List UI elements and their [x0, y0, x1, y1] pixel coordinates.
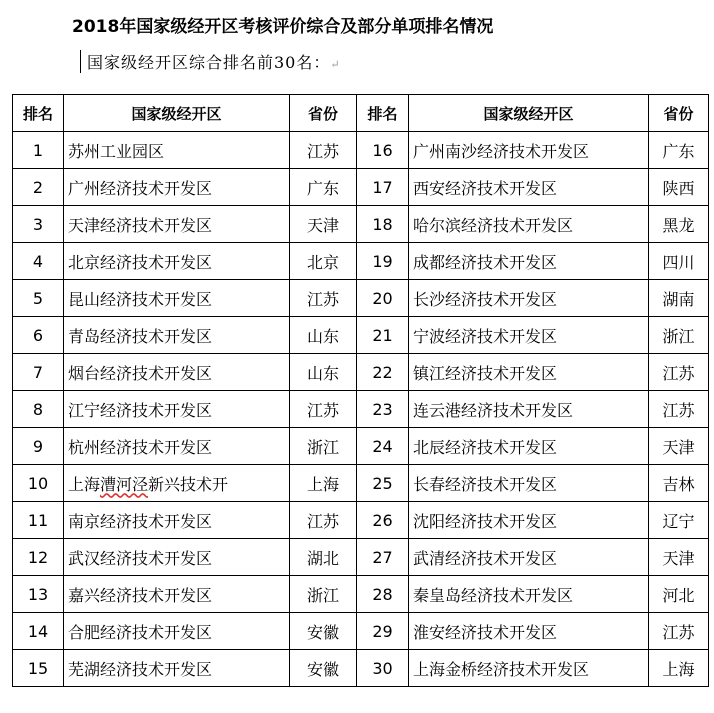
zone-text: 淮安经济技术开发区 — [413, 622, 558, 642]
province-text: 江苏 — [306, 511, 339, 531]
right-zone-cell — [409, 502, 649, 539]
zone-text: 连云港经济技术开发区 — [413, 400, 574, 420]
table-row — [13, 650, 709, 687]
zone-text: 杭州经济技术开发区 — [68, 437, 213, 457]
left-province-cell — [290, 280, 357, 317]
right-zone-cell — [409, 206, 649, 243]
right-rank-cell — [357, 539, 409, 576]
province-text: 天津 — [662, 437, 695, 457]
rank-text: 11 — [27, 510, 49, 530]
zone-text: 南京经济技术开发区 — [68, 511, 213, 531]
header-province-right: 省份 — [649, 95, 709, 132]
table-row — [13, 354, 709, 391]
left-zone-cell — [64, 206, 290, 243]
left-rank-cell — [13, 613, 64, 650]
province-text: 吉林 — [662, 474, 695, 494]
rank-text: 2 — [32, 177, 44, 197]
province-text: 湖北 — [306, 548, 339, 568]
zone-text: 武汉经济技术开发区 — [68, 548, 213, 568]
header-rank-right: 排名 — [357, 95, 409, 132]
left-rank-cell — [13, 650, 64, 687]
rank-text: 1 — [32, 140, 44, 160]
zone-text: 长沙经济技术开发区 — [413, 289, 558, 309]
right-zone-cell — [409, 576, 649, 613]
left-rank-cell — [13, 428, 64, 465]
ranking-table-body — [13, 132, 709, 687]
right-rank-cell — [357, 502, 409, 539]
section-subtitle — [80, 50, 341, 73]
rank-text: 27 — [372, 547, 393, 567]
zone-text: 芜湖经济技术开发区 — [68, 659, 213, 679]
province-text: 天津 — [306, 215, 339, 235]
right-rank-cell — [357, 576, 409, 613]
right-zone-cell — [409, 169, 649, 206]
province-text: 河北 — [662, 585, 695, 605]
left-province-cell — [290, 354, 357, 391]
left-zone-cell — [64, 428, 290, 465]
document-title: 2018年国家级经开区考核评价综合及部分单项排名情况 — [72, 17, 494, 37]
right-zone-cell — [409, 354, 649, 391]
left-zone-cell — [64, 650, 290, 687]
zone-text: 长春经济技术开发区 — [413, 474, 558, 494]
rank-text: 17 — [372, 177, 393, 197]
rank-text: 5 — [32, 288, 44, 308]
rank-text: 23 — [372, 399, 393, 419]
rank-text: 29 — [372, 621, 393, 641]
left-province-cell — [290, 243, 357, 280]
left-province-cell — [290, 169, 357, 206]
zone-text: 成都经济技术开发区 — [413, 252, 558, 272]
left-rank-cell — [13, 391, 64, 428]
right-rank-cell — [357, 243, 409, 280]
left-zone-cell — [64, 317, 290, 354]
left-province-cell — [290, 428, 357, 465]
left-province-cell — [290, 132, 357, 169]
table-row — [13, 539, 709, 576]
right-province-cell — [649, 243, 709, 280]
zone-text: 北京经济技术开发区 — [68, 252, 213, 272]
rank-text: 25 — [372, 473, 393, 493]
right-zone-cell — [409, 243, 649, 280]
zone-text: 烟台经济技术开发区 — [68, 363, 213, 383]
province-text: 江苏 — [662, 363, 695, 383]
province-text: 浙江 — [306, 437, 339, 457]
right-zone-cell — [409, 539, 649, 576]
left-province-cell — [290, 206, 357, 243]
left-province-cell — [290, 465, 357, 502]
left-zone-cell — [64, 391, 290, 428]
province-text: 辽宁 — [662, 511, 695, 531]
right-rank-cell — [357, 428, 409, 465]
left-zone-cell — [64, 465, 290, 502]
left-zone-cell — [64, 502, 290, 539]
rank-text: 22 — [372, 362, 393, 382]
rank-text: 16 — [372, 140, 393, 160]
rank-text: 14 — [27, 621, 49, 641]
right-province-cell — [649, 576, 709, 613]
right-zone-cell — [409, 132, 649, 169]
rank-text: 10 — [27, 473, 49, 493]
table-row — [13, 243, 709, 280]
zone-text: 天津经济技术开发区 — [68, 215, 213, 235]
zone-text: 西安经济技术开发区 — [413, 178, 558, 198]
zone-text: 江宁经济技术开发区 — [68, 400, 213, 420]
rank-text: 18 — [372, 214, 393, 234]
right-rank-cell — [357, 465, 409, 502]
table-row — [13, 576, 709, 613]
right-rank-cell — [357, 280, 409, 317]
right-province-cell — [649, 169, 709, 206]
province-text: 广东 — [306, 178, 339, 198]
province-text: 黑龙 — [662, 215, 695, 235]
right-zone-cell — [409, 650, 649, 687]
left-rank-cell — [13, 317, 64, 354]
table-row — [13, 132, 709, 169]
right-province-cell — [649, 539, 709, 576]
rank-text: 19 — [372, 251, 393, 271]
left-rank-cell — [13, 206, 64, 243]
paragraph-mark-icon: ↵ — [330, 58, 341, 71]
table-row — [13, 465, 709, 502]
left-rank-cell — [13, 576, 64, 613]
zone-text: 武清经济技术开发区 — [413, 548, 558, 568]
province-text: 上海 — [306, 474, 339, 494]
table-row — [13, 428, 709, 465]
table-row — [13, 502, 709, 539]
left-rank-cell — [13, 502, 64, 539]
table-row — [13, 613, 709, 650]
province-text: 上海 — [662, 659, 695, 679]
rank-text: 9 — [32, 436, 44, 456]
rank-text: 6 — [32, 325, 44, 345]
rank-text: 8 — [32, 399, 44, 419]
right-rank-cell — [357, 317, 409, 354]
zone-text: 青岛经济技术开发区 — [68, 326, 213, 346]
zone-text: 镇江经济技术开发区 — [413, 363, 558, 383]
left-province-cell — [290, 650, 357, 687]
rank-text: 15 — [27, 658, 49, 678]
table-row — [13, 169, 709, 206]
left-rank-cell — [13, 243, 64, 280]
zone-text: 秦皇岛经济技术开发区 — [413, 585, 574, 605]
right-rank-cell — [357, 391, 409, 428]
left-zone-cell — [64, 539, 290, 576]
province-text: 江苏 — [306, 400, 339, 420]
zone-text: 上海金桥经济技术开发区 — [413, 659, 590, 679]
left-zone-cell — [64, 280, 290, 317]
header-zone-right: 国家级经开区 — [409, 95, 649, 132]
province-text: 陕西 — [662, 178, 695, 198]
zone-text: 北辰经济技术开发区 — [413, 437, 558, 457]
header-rank: 排名 — [13, 95, 64, 132]
province-text: 北京 — [306, 252, 339, 272]
zone-text: 哈尔滨经济技术开发区 — [413, 215, 574, 235]
province-text: 山东 — [306, 326, 339, 346]
province-text: 天津 — [662, 548, 695, 568]
rank-text: 24 — [372, 436, 393, 456]
left-zone-cell — [64, 243, 290, 280]
right-zone-cell — [409, 317, 649, 354]
right-province-cell — [649, 650, 709, 687]
zone-text: 合肥经济技术开发区 — [68, 622, 213, 642]
table-row — [13, 280, 709, 317]
province-text: 江苏 — [306, 141, 339, 161]
rank-text: 21 — [372, 325, 393, 345]
right-zone-cell — [409, 280, 649, 317]
zone-text: 广州经济技术开发区 — [68, 178, 213, 198]
right-rank-cell — [357, 206, 409, 243]
left-province-cell — [290, 502, 357, 539]
province-text: 四川 — [662, 252, 695, 272]
left-rank-cell — [13, 280, 64, 317]
left-province-cell — [290, 317, 357, 354]
ranking-table — [12, 94, 709, 687]
province-text: 江苏 — [662, 622, 695, 642]
table-row — [13, 317, 709, 354]
header-zone: 国家级经开区 — [64, 95, 290, 132]
province-text: 浙江 — [306, 585, 339, 605]
left-rank-cell — [13, 465, 64, 502]
rank-text: 28 — [372, 584, 393, 604]
province-text: 安徽 — [306, 622, 339, 642]
left-rank-cell — [13, 132, 64, 169]
header-province: 省份 — [290, 95, 357, 132]
zone-text: 沈阳经济技术开发区 — [413, 511, 558, 531]
left-rank-cell — [13, 539, 64, 576]
right-rank-cell — [357, 613, 409, 650]
right-rank-cell — [357, 650, 409, 687]
right-province-cell — [649, 317, 709, 354]
zone-text: 上海漕河泾新兴技术开 — [68, 474, 229, 494]
right-zone-cell — [409, 465, 649, 502]
rank-text: 30 — [372, 658, 393, 678]
zone-text: 嘉兴经济技术开发区 — [68, 585, 213, 605]
right-province-cell — [649, 354, 709, 391]
right-rank-cell — [357, 169, 409, 206]
rank-text: 4 — [32, 251, 44, 271]
left-zone-cell — [64, 576, 290, 613]
left-rank-cell — [13, 169, 64, 206]
province-text: 安徽 — [306, 659, 339, 679]
province-text: 江苏 — [306, 289, 339, 309]
right-province-cell — [649, 391, 709, 428]
right-rank-cell — [357, 354, 409, 391]
left-province-cell — [290, 576, 357, 613]
left-zone-cell — [64, 613, 290, 650]
rank-text: 13 — [27, 584, 49, 604]
zone-text: 宁波经济技术开发区 — [413, 326, 558, 346]
left-province-cell — [290, 613, 357, 650]
right-province-cell — [649, 502, 709, 539]
zone-text: 苏州工业园区 — [68, 141, 165, 161]
rank-text: 7 — [32, 362, 44, 382]
rank-text: 26 — [372, 510, 393, 530]
right-zone-cell — [409, 613, 649, 650]
left-province-cell — [290, 391, 357, 428]
left-zone-cell — [64, 132, 290, 169]
spellcheck-underline: 漕河泾 — [100, 474, 149, 494]
province-text: 山东 — [306, 363, 339, 383]
province-text: 广东 — [662, 141, 695, 161]
table-row — [13, 206, 709, 243]
left-province-cell — [290, 539, 357, 576]
right-province-cell — [649, 206, 709, 243]
right-province-cell — [649, 465, 709, 502]
left-rank-cell — [13, 354, 64, 391]
table-header-row — [13, 95, 709, 132]
right-province-cell — [649, 132, 709, 169]
table-row — [13, 391, 709, 428]
province-text: 湖南 — [662, 289, 695, 309]
right-province-cell — [649, 280, 709, 317]
right-province-cell — [649, 613, 709, 650]
zone-text: 昆山经济技术开发区 — [68, 289, 213, 309]
right-rank-cell — [357, 132, 409, 169]
province-text: 江苏 — [662, 400, 695, 420]
left-zone-cell — [64, 169, 290, 206]
rank-text: 3 — [32, 214, 44, 234]
zone-text: 广州南沙经济技术开发区 — [413, 141, 590, 161]
right-zone-cell — [409, 391, 649, 428]
rank-text: 12 — [27, 547, 49, 567]
right-province-cell — [649, 428, 709, 465]
left-zone-cell — [64, 354, 290, 391]
province-text: 浙江 — [662, 326, 695, 346]
rank-text: 20 — [372, 288, 393, 308]
section-subtitle-text: 国家级经开区综合排名前30名： — [87, 53, 331, 72]
right-zone-cell — [409, 428, 649, 465]
